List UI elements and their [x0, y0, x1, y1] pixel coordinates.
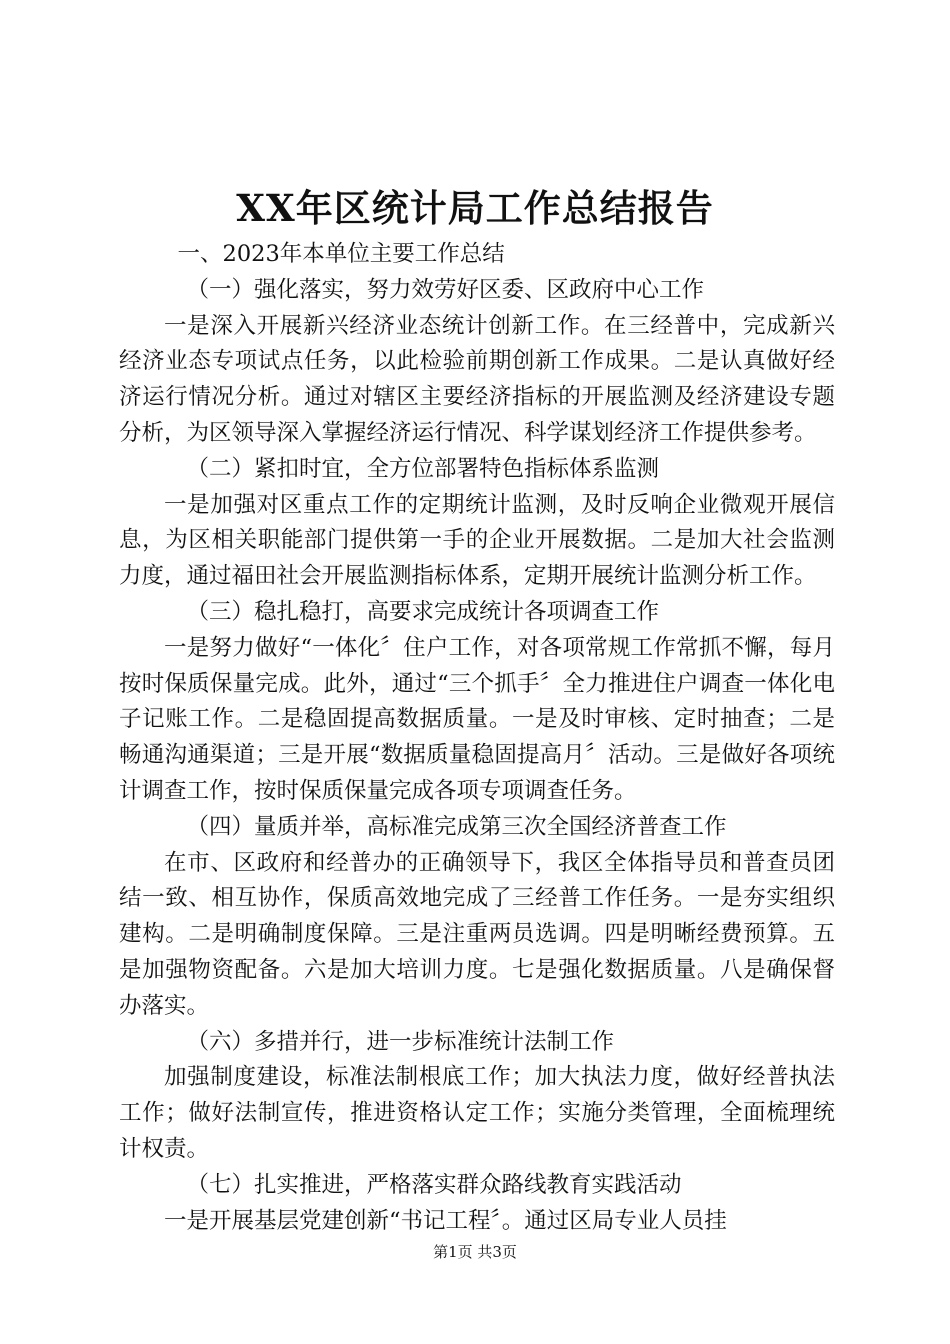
document-body: [119, 237, 835, 1239]
body-paragraph: 在市、区政府和经普办的正确领导下，我区全体指导员和普查员团结一致、相互协作，保质高效地完成了三经普工作任务。一是夯实组织建构。二是明确制度保障。三是注重两员选调。四是明晰经费预算。五是加强物资配备。六是加大培训力度。七是强化数据质量。八是确保督办落实。: [119, 849, 835, 1019]
page-footer: 第1页 共3页: [433, 1243, 517, 1261]
subsection-heading: （二）紧扣时宜，全方位部署特色指标体系监测: [186, 455, 660, 482]
subsection-heading: （一）强化落实，努力效劳好区委、区政府中心工作: [186, 276, 705, 303]
subsection-heading: （四）量质并举，高标准完成第三次全国经济普查工作: [186, 813, 727, 840]
document-title: XX年区统计局工作总结报告: [236, 186, 714, 230]
body-paragraph: 加强制度建设，标准法制根底工作；加大执法力度，做好经普执法工作；做好法制宣传，推进资格认定工作；实施分类管理，全面梳理统计权责。: [119, 1064, 835, 1162]
body-paragraph: 一是开展基层党建创新“书记工程〞。通过区局专业人员挂: [164, 1207, 727, 1234]
body-paragraph: 一是努力做好“一体化〞住户工作，对各项常规工作常抓不懈，每月按时保质保量完成。此外，通过“三个抓手〞全力推进住户调查一体化电子记账工作。二是稳固提高数据质量。一是及时审核、定时抽查；二是畅通沟通渠道；三是开展“数据质量稳固提高月〞活动。三是做好各项统计调查工作，按时保质保量完成各项专项调查任务。: [119, 634, 835, 804]
subsection-heading: （七）扎实推进，严格落实群众路线教育实践活动: [186, 1171, 682, 1198]
subsection-heading: （六）多措并行，进一步标准统计法制工作: [186, 1028, 615, 1055]
subsection-heading: （三）稳扎稳打，高要求完成统计各项调查工作: [186, 598, 660, 625]
section-heading: 一、2023年本单位主要工作总结: [177, 241, 505, 267]
body-paragraph: 一是加强对区重点工作的定期统计监测，及时反响企业微观开展信息，为区相关职能部门提供第一手的企业开展数据。二是加大社会监测力度，通过福田社会开展监测指标体系，定期开展统计监测分析工作。: [119, 491, 835, 590]
body-paragraph: 一是深入开展新兴经济业态统计创新工作。在三经普中，完成新兴经济业态专项试点任务，以此检验前期创新工作成果。二是认真做好经济运行情况分析。通过对辖区主要经济指标的开展监测及经济建设专题分析，为区领导深入掌握经济运行情况、科学谋划经济工作提供参考。: [119, 312, 835, 446]
